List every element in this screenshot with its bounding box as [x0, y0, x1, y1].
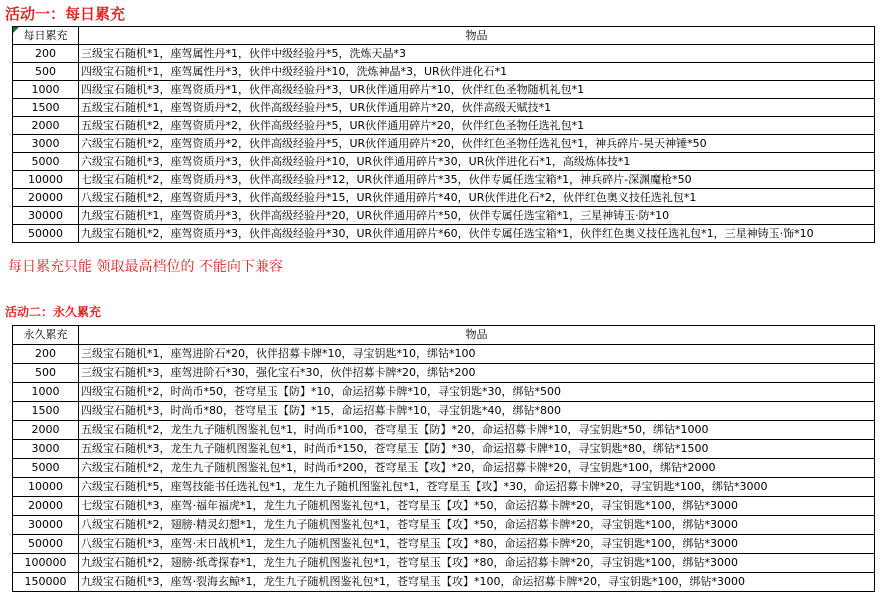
amount-column-header: 永久累充	[13, 326, 79, 345]
table-row	[13, 459, 875, 478]
recharge-amount-cell: 2000	[13, 117, 79, 135]
recharge-amount-cell: 100000	[13, 554, 79, 573]
recharge-amount-cell: 150000	[13, 573, 79, 592]
reward-items-cell: 四级宝石随机*3，时尚币*80，苍穹星玉【防】*15，命运招募卡牌*10，寻宝钥匙*40，绑钻*800	[79, 402, 875, 421]
amount-column-header: 每日累充	[13, 27, 79, 45]
table-header-row	[13, 326, 875, 345]
table-row	[13, 497, 875, 516]
reward-items-cell: 三级宝石随机*3，座驾进阶石*30，强化宝石*30，伙伴招募卡牌*20，绑钻*200	[79, 364, 875, 383]
table-row	[13, 45, 875, 63]
table-row	[13, 189, 875, 207]
reward-items-cell: 八级宝石随机*3，座驾·末日战机*1，龙生九子随机图鉴礼包*1，苍穹星玉【攻】*80，命运招募卡牌*20，寻宝钥匙*100，绑钻*3000	[79, 535, 875, 554]
recharge-amount-cell: 1500	[13, 99, 79, 117]
recharge-amount-cell: 5000	[13, 459, 79, 478]
reward-items-cell: 三级宝石随机*1，座驾属性丹*1，伙伴中级经验丹*5，洗炼天晶*3	[79, 45, 875, 63]
reward-items-cell: 九级宝石随机*1，座驾资质丹*3，伙伴高级经验丹*20，UR伙伴通用碎片*50，伙伴专属任选宝箱*1，三星神铸玉·防*10	[79, 207, 875, 225]
table-row	[13, 345, 875, 364]
recharge-amount-cell: 3000	[13, 440, 79, 459]
permanent-recharge-rows	[13, 345, 875, 592]
table-row	[13, 171, 875, 189]
table-row	[13, 117, 875, 135]
reward-items-cell: 四级宝石随机*3，座驾资质丹*1，伙伴高级经验丹*3，UR伙伴通用碎片*10，伙伴红色圣物随机礼包*1	[79, 81, 875, 99]
table-row	[13, 364, 875, 383]
recharge-amount-cell: 20000	[13, 497, 79, 516]
recharge-amount-cell: 2000	[13, 421, 79, 440]
reward-items-cell: 九级宝石随机*2，翅膀·纸鸢探春*1，龙生九子随机图鉴礼包*1，苍穹星玉【攻】*80，命运招募卡牌*20，寻宝钥匙*100，绑钻*3000	[79, 554, 875, 573]
recharge-amount-cell: 200	[13, 45, 79, 63]
recharge-amount-cell: 30000	[13, 516, 79, 535]
table-row	[13, 153, 875, 171]
table-row	[13, 535, 875, 554]
table-row	[13, 383, 875, 402]
table-row	[13, 81, 875, 99]
reward-items-cell: 九级宝石随机*3，座驾·裂海玄鲸*1，龙生九子随机图鉴礼包*1，苍穹星玉【攻】*100，命运招募卡牌*20，寻宝钥匙*100，绑钻*3000	[79, 573, 875, 592]
recharge-amount-cell: 50000	[13, 535, 79, 554]
items-column-header: 物品	[79, 326, 875, 345]
table-row	[13, 421, 875, 440]
table-row	[13, 440, 875, 459]
reward-items-cell: 五级宝石随机*2，龙生九子随机图鉴礼包*1，时尚币*100，苍穹星玉【防】*20，命运招募卡牌*10，寻宝钥匙*50，绑钻*1000	[79, 421, 875, 440]
table-row	[13, 554, 875, 573]
daily-recharge-rows	[13, 45, 875, 243]
reward-items-cell: 七级宝石随机*3，座驾·福年福虎*1，龙生九子随机图鉴礼包*1，苍穹星玉【攻】*50，命运招募卡牌*20，寻宝钥匙*100，绑钻*3000	[79, 497, 875, 516]
reward-items-cell: 五级宝石随机*3，龙生九子随机图鉴礼包*1，时尚币*150，苍穹星玉【防】*30，命运招募卡牌*10，寻宝钥匙*80，绑钻*1500	[79, 440, 875, 459]
recharge-amount-cell: 1000	[13, 383, 79, 402]
recharge-amount-cell: 1500	[13, 402, 79, 421]
table-row	[13, 135, 875, 153]
reward-items-cell: 四级宝石随机*1，座驾属性丹*3，伙伴中级经验丹*10，洗炼神晶*3，UR伙伴进化石*1	[79, 63, 875, 81]
recharge-amount-cell: 3000	[13, 135, 79, 153]
reward-items-cell: 六级宝石随机*2，龙生九子随机图鉴礼包*1，时尚币*200，苍穹星玉【攻】*20，命运招募卡牌*20，寻宝钥匙*100，绑钻*2000	[79, 459, 875, 478]
table-row	[13, 63, 875, 81]
recharge-amount-cell: 200	[13, 345, 79, 364]
table-row	[13, 207, 875, 225]
recharge-amount-cell: 500	[13, 63, 79, 81]
reward-items-cell: 六级宝石随机*3，座驾资质丹*3，伙伴高级经验丹*10，UR伙伴通用碎片*30，UR伙伴进化石*1，高级炼体技*1	[79, 153, 875, 171]
recharge-amount-cell: 50000	[13, 225, 79, 243]
reward-items-cell: 五级宝石随机*2，座驾资质丹*2，伙伴高级经验丹*5，UR伙伴通用碎片*20，伙伴红色圣物任选礼包*1	[79, 117, 875, 135]
recharge-amount-cell: 30000	[13, 207, 79, 225]
items-column-header: 物品	[79, 27, 875, 45]
reward-items-cell: 三级宝石随机*1，座驾进阶石*20，伙伴招募卡牌*10，寻宝钥匙*10，绑钻*100	[79, 345, 875, 364]
recharge-amount-cell: 500	[13, 364, 79, 383]
table-row	[13, 99, 875, 117]
reward-items-cell: 七级宝石随机*2，座驾资质丹*3，伙伴高级经验丹*12，UR伙伴通用碎片*35，伙伴专属任选宝箱*1，神兵碎片-深渊魔枪*50	[79, 171, 875, 189]
activity2-title: 活动二：永久累充	[5, 305, 102, 319]
permanent-recharge-table	[12, 325, 875, 592]
table-row	[13, 478, 875, 497]
reward-items-cell: 四级宝石随机*2，时尚币*50，苍穹星玉【防】*10，命运招募卡牌*10，寻宝钥匙*30，绑钻*500	[79, 383, 875, 402]
recharge-amount-cell: 10000	[13, 171, 79, 189]
table-row	[13, 402, 875, 421]
reward-items-cell: 五级宝石随机*1，座驾资质丹*2，伙伴高级经验丹*5，UR伙伴通用碎片*20，伙伴高级天赋技*1	[79, 99, 875, 117]
activity1-title: 活动一：每日累充	[5, 5, 126, 23]
reward-items-cell: 六级宝石随机*2，座驾资质丹*2，伙伴高级经验丹*5，UR伙伴通用碎片*20，伙伴红色圣物任选礼包*1，神兵碎片-昊天神锤*50	[79, 135, 875, 153]
recharge-amount-cell: 5000	[13, 153, 79, 171]
reward-items-cell: 八级宝石随机*2，翅膀·精灵幻想*1，龙生九子随机图鉴礼包*1，苍穹星玉【攻】*50，命运招募卡牌*20，寻宝钥匙*100，绑钻*3000	[79, 516, 875, 535]
table-row	[13, 573, 875, 592]
recharge-amount-cell: 10000	[13, 478, 79, 497]
recharge-amount-cell: 1000	[13, 81, 79, 99]
table-row	[13, 225, 875, 243]
table-header-row	[13, 27, 875, 45]
daily-recharge-note: 每日累充只能 领取最高档位的 不能向下兼容	[8, 259, 283, 275]
reward-items-cell: 九级宝石随机*2，座驾资质丹*3，伙伴高级经验丹*30，UR伙伴通用碎片*60，伙伴专属任选宝箱*1，伙伴红色奥义技任选礼包*1，三星神铸玉·饰*10	[79, 225, 875, 243]
reward-items-cell: 八级宝石随机*2，座驾资质丹*3，伙伴高级经验丹*15，UR伙伴通用碎片*40，UR伙伴进化石*2，伙伴红色奥义技任选礼包*1	[79, 189, 875, 207]
reward-items-cell: 六级宝石随机*5，座驾技能书任选礼包*1，龙生九子随机图鉴礼包*1，苍穹星玉【攻】*30，命运招募卡牌*20，寻宝钥匙*100，绑钻*3000	[79, 478, 875, 497]
recharge-amount-cell: 20000	[13, 189, 79, 207]
daily-recharge-table	[12, 26, 875, 243]
table-row	[13, 516, 875, 535]
